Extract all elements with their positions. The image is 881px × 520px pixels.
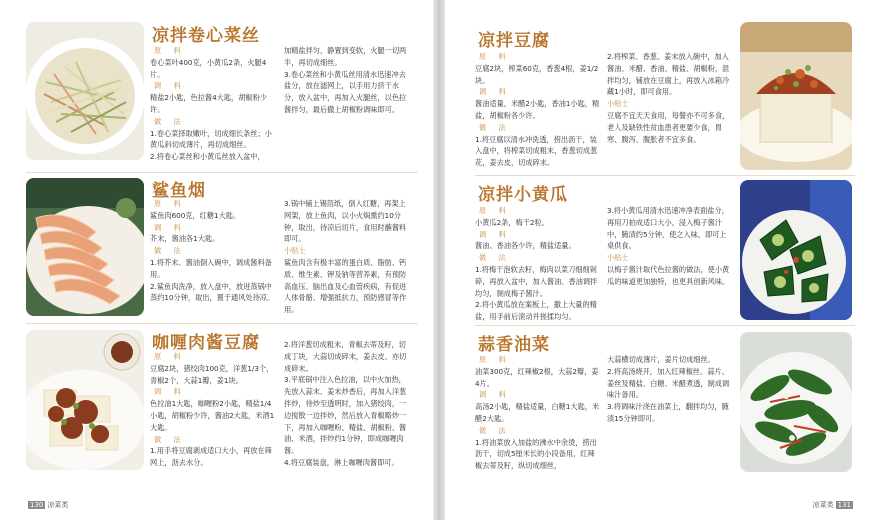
footer-text: 凉菜类 — [47, 501, 69, 509]
left-page — [0, 0, 433, 520]
recipe-text: 豆腐不宜天天食用，每餐亦不可多食，老人及缺铁性贫血患者更要少食，胃寒、腹泻、腹胀者不宜多食。 — [607, 110, 730, 144]
curry-tofu-photo — [26, 330, 144, 470]
smoked-shark-photo — [26, 178, 144, 316]
recipe-text: 油菜300克，红辣椒2根，大蒜2瓣，姜4片。 — [475, 366, 599, 388]
recipe-text: 芥末，酱油各1大匙。 — [150, 234, 220, 244]
section-label: 做 法 — [479, 122, 511, 132]
recipe-3-title: 咖喱肉酱豆腐 — [152, 333, 260, 353]
tip-label: 小贴士 — [607, 99, 629, 109]
section-label: 原 料 — [154, 199, 186, 208]
recipe-text: 1.将梅干泡软去籽，梅肉以菜刀细细剁碎，再放入盆中，加入酱油、香油调拌均匀，制成梅子酱汁。 — [475, 264, 598, 298]
section-label: 做 法 — [479, 425, 511, 435]
cucumber-photo — [740, 180, 852, 320]
recipe-text: 卷心菜叶400克，小黄瓜2条，火腿4片。 — [150, 57, 267, 79]
recipe-text: 2.将洋葱切成粗末，青椒去蒂及籽，切成丁块，大蒜切成碎末，姜去皮、亦切成碎末。 — [284, 340, 407, 373]
separator — [475, 175, 855, 176]
recipe-text: 加精盐拌匀，静置到变软，火腿一切两半，再切成细丝。 — [284, 46, 407, 67]
section-label: 调 料 — [479, 390, 511, 400]
recipe-1-col-2 — [284, 45, 413, 116]
book-gutter — [433, 0, 445, 520]
recipe-text: 2.将小黄瓜放在案板上，撒上大量的精盐，用手前后滚动并搓揉均匀。 — [475, 300, 597, 322]
recipe-text: 1.将油菜放入加盐的沸水中余烫，捞出沥干，切成5厘米长的小段备用，红辣椒去蒂及籽，纵切成细丝， — [475, 437, 597, 471]
recipe-3-col-1 — [150, 351, 276, 469]
recipe-6-title: 蒜香油菜 — [478, 335, 550, 355]
page-footer — [813, 500, 855, 510]
section-label: 做 法 — [154, 246, 186, 256]
recipe-4-col-2 — [607, 51, 733, 145]
tip-label: 小贴士 — [284, 246, 306, 256]
recipe-text: 3.卷心菜丝和小黄瓜丝用清水迅速冲去盐分，放在滤网上，以手用力挤干水分，放入盆中，再加入火腿丝，以色拉酱拌匀，最后撒上胡椒粉调味即可。 — [284, 69, 407, 114]
garlic-greens-photo — [740, 332, 852, 472]
recipe-4-col-1 — [475, 51, 601, 169]
section-label: 原 料 — [154, 352, 186, 361]
recipe-2-col-2 — [284, 198, 413, 316]
page-footer — [26, 500, 68, 510]
recipe-text: 鲨鱼肉600克，红糖1大匙。 — [150, 210, 241, 220]
separator — [475, 325, 855, 326]
recipe-text: 精盐2小匙，色拉酱4大匙，胡椒粉少许。 — [150, 93, 267, 114]
recipe-1-title: 凉拌卷心菜丝 — [152, 26, 260, 46]
recipe-text: 豆腐2块，猪绞肉100克，洋葱1/3个，青椒2个，大蒜1瓣，姜1块。 — [150, 363, 274, 385]
recipe-text: 大蒜横切成薄片，姜片切成细丝。 — [607, 355, 715, 364]
recipe-text: 小黄瓜2条，梅干2粒。 — [475, 217, 549, 227]
recipe-5-col-1 — [475, 205, 601, 323]
recipe-6-col-2 — [607, 354, 733, 425]
recipe-1-col-1 — [150, 45, 276, 163]
recipe-3-col-2 — [284, 339, 413, 469]
section-label: 原 料 — [154, 46, 186, 55]
separator — [26, 172, 418, 173]
recipe-text: 1.将豆腐以清水冲洗透，捞出沥干，装入盘中，将榨菜切成粗末，香葱切成葱花，姜去皮，切成碎末。 — [475, 134, 598, 168]
recipe-text: 豆腐2块，榨菜60克，香葱4根，姜1/2块。 — [475, 63, 599, 85]
page-number: 131 — [837, 501, 851, 509]
section-label: 原 料 — [479, 52, 511, 61]
separator — [26, 323, 418, 324]
recipe-text: 2.鲨鱼肉洗净，放入盘中，放进蒸锅中蒸约10分钟，取出，置于通风处待凉。 — [150, 281, 275, 303]
section-label: 调 料 — [479, 87, 511, 97]
recipe-text: 酱油适量，米醋2小匙，香油1小匙，精盐，胡椒粉各少许。 — [475, 99, 600, 120]
recipe-text: 1.卷心菜择取嫩叶，切成细长条丝；小黄瓜斜切成薄片，再切成细丝。 — [150, 128, 272, 150]
recipe-text: 3.平底锅中注入色拉油，以中火加热，先放入蒜末、姜末炒香后，再加入洋葱拌炒，待炒至透明时，加入猪绞肉，一边搅散一边拌炒，然后放入青椒略炒一下，再加入咖喱粉、精盐、胡椒粉、酱油、米酒，拌炒约1分钟，即成咖喱肉酱。 — [284, 375, 407, 456]
recipe-text: 3.将调味汁浇在油菜上，翻拌均匀，腌渍15分钟即可。 — [607, 402, 729, 423]
recipe-text: 1.将芥末、酱油倒入碗中，调成酱料备用。 — [150, 257, 272, 279]
recipe-4-title: 凉拌豆腐 — [478, 31, 550, 51]
coleslaw-photo — [26, 22, 144, 160]
recipe-5-col-2 — [607, 205, 733, 288]
right-page — [445, 0, 881, 520]
tip-label: 小贴士 — [607, 253, 629, 263]
section-label: 调 料 — [479, 229, 511, 239]
recipe-text: 3.将小黄瓜用清水迅速冲净表面盐分，再用刀拍成适口大小，浸入梅子酱汁中，腌渍约5分钟，使之入味，即可上桌供食。 — [607, 206, 729, 251]
recipe-text: 2.将卷心菜丝和小黄瓜丝放入盆中， — [150, 152, 265, 162]
recipe-text: 1.用手将豆腐剥成适口大小，再放在筛网上，沥去水分。 — [150, 446, 272, 468]
page-number: 130 — [30, 501, 44, 509]
recipe-6-col-1 — [475, 354, 601, 472]
recipe-2-title: 鲨鱼烟 — [152, 181, 206, 201]
recipe-text: 色拉油1大匙，咖喱粉2小匙，精盐1/4小匙，胡椒粉少许，酱油2大匙，米酒1大匙。 — [150, 399, 275, 432]
section-label: 调 料 — [154, 387, 186, 397]
section-label: 原 料 — [479, 206, 511, 215]
section-label: 做 法 — [154, 434, 186, 444]
recipe-text: 鲨鱼肉含有极丰富的蛋白质、脂肪、钙质、维生素、钾及钠等营养素，有预防高血压、脑出血及心血管疾病，有促进人体骨骼、增强抵抗力，预防感冒等作用。 — [284, 257, 407, 315]
recipe-text: 4.将豆腐装盘，淋上咖喱肉酱即可。 — [284, 457, 399, 467]
footer-text: 凉菜类 — [812, 501, 834, 509]
cold-tofu-photo — [740, 22, 852, 170]
section-label: 调 料 — [154, 222, 186, 232]
recipe-text: 2.将榨菜、香葱、姜末放入碗中，加入酱油、米醋、香油、精盐、胡椒粉，混拌均匀，铺放在豆腐上，再放入冰箱冷藏1小时，即可食用。 — [607, 52, 730, 97]
recipe-2-col-1 — [150, 198, 276, 304]
recipe-5-title: 凉拌小黄瓜 — [478, 185, 568, 205]
section-label: 做 法 — [154, 116, 186, 126]
section-label: 做 法 — [479, 253, 511, 263]
recipe-text: 以梅子酱汁取代色拉酱的做法，使小黄瓜的味道更加独特，也更具创新风味。 — [607, 264, 730, 286]
section-label: 调 料 — [154, 81, 186, 91]
section-label: 原 料 — [479, 355, 511, 364]
recipe-text: 酱油、香油各少许，精盐适量。 — [475, 241, 576, 251]
recipe-text: 2.将高汤烧开，加入红辣椒丝、蒜片、姜丝及精盐、白糖、米醋煮透，制成调味汁备用。 — [607, 366, 730, 400]
recipe-text: 高汤2小匙，精盐适量，白糖1大匙，米醋2大匙。 — [475, 402, 600, 423]
recipe-text: 3.锅中铺上锡箔纸，倒入红糖，再架上网架，放上鱼肉，以小火焖熏约10分钟，取出，待凉后切片，食用时蘸酱料即可。 — [284, 199, 407, 244]
